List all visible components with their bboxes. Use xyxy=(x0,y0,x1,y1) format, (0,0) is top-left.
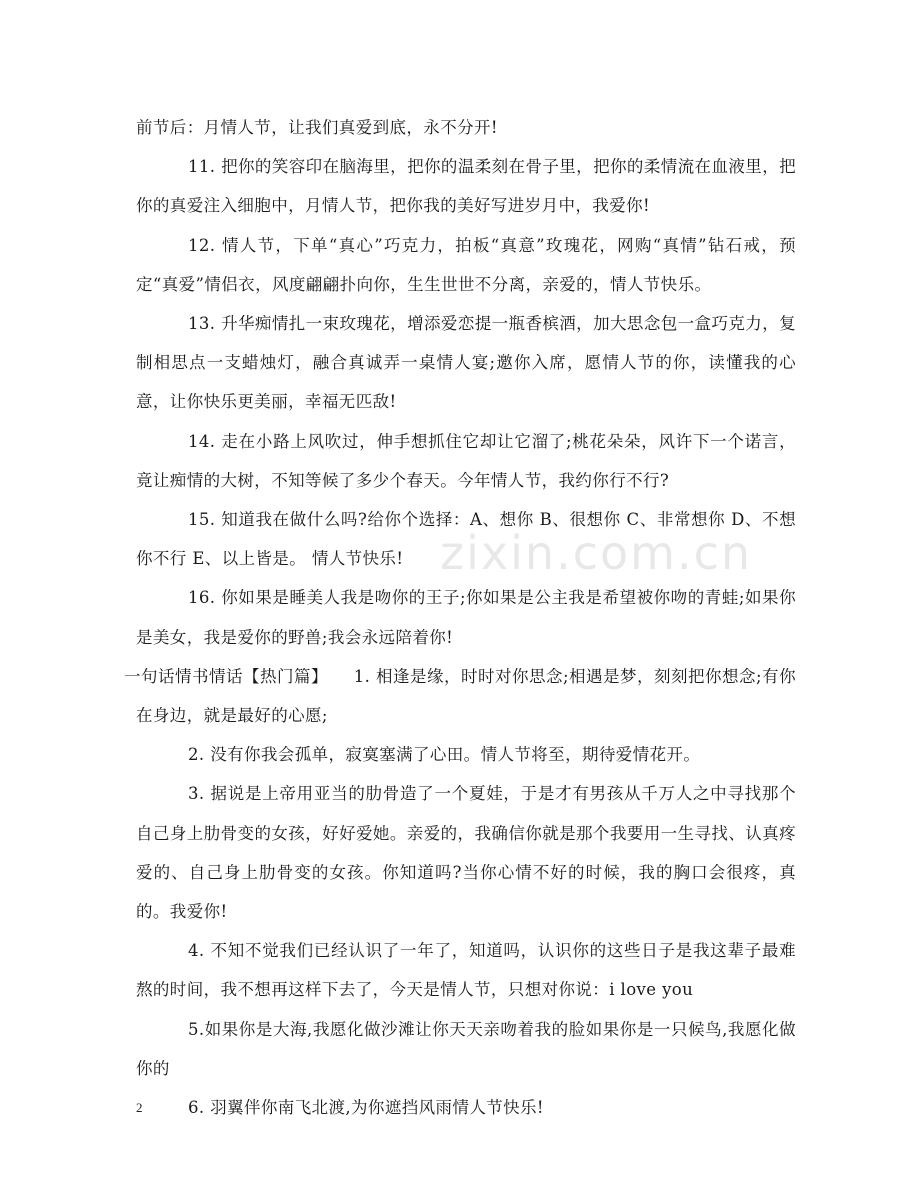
body-text xyxy=(124,108,796,1127)
paragraph-12: 12. 情人节，下单“真心”巧克力，拍板“真意”玫瑰花，网购“真情”钻石戒，预定“真爱”情侣衣，风度翩翩扑向你，生生世世不分离，亲爱的，情人节快乐。 xyxy=(136,235,796,294)
paragraph-4: 4. 不知不觉我们已经认识了一年了，知道吗，认识你的这些日子是我这辈子最难熬的时间，我不想再这样下去了，今天是情人节，只想对你说：i love you xyxy=(136,941,796,1000)
paragraph-2: 2. 没有你我会孤单，寂寞塞满了心田。情人节将至，期待爱情花开。 xyxy=(188,745,701,765)
section-heading-paragraph-1: 一句话情书情话【热门篇】 1. 相逢是缘，时时对你思念;相遇是梦，刻刻把你想念;有你在身边，就是最好的心愿; xyxy=(124,666,796,726)
paragraph-16: 16. 你如果是睡美人我是吻你的王子;你如果是公主我是希望被你吻的青蛙;如果你是美女，我是爱你的野兽;我会永远陪着你! xyxy=(136,588,796,647)
paragraph-6: 6. 羽翼伴你南飞北渡,为你遮挡风雨情人节快乐! xyxy=(188,1098,544,1118)
paragraph-3: 3. 据说是上帝用亚当的肋骨造了一个夏娃，于是才有男孩从千万人之中寻找那个自己身上肋骨变的女孩，好好爱她。亲爱的，我确信你就是那个我要用一生寻找、认真疼爱的、自己身上肋骨变的女孩。你知道吗?当你心情不好的时候，我的胸口会很疼，真的。我爱你! xyxy=(136,784,796,922)
paragraph-13: 13. 升华痴情扎一束玫瑰花，增添爱恋提一瓶香槟酒，加大思念包一盒巧克力，复制相思点一支蜡烛灯，融合真诚弄一桌情人宴;邀你入席，愿情人节的你，读懂我的心意，让你快乐更美丽，幸福无匹敌! xyxy=(136,314,796,412)
paragraph-15: 15. 知道我在做什么吗?给你个选择：A、想你 B、很想你 C、非常想你 D、不想你不行 E、以上皆是。 情人节快乐! xyxy=(136,510,796,569)
paragraph-11: 11. 把你的笑容印在脑海里，把你的温柔刻在骨子里，把你的柔情流在血液里，把你的真爱注入细胞中，月情人节，把你我的美好写进岁月中，我爱你! xyxy=(136,157,796,216)
watermark: zixin.com.cn xyxy=(440,526,753,580)
paragraph-intro: 前节后：月情人节，让我们真爱到底，永不分开! xyxy=(136,118,498,137)
paragraph-14: 14. 走在小路上风吹过，伸手想抓住它却让它溜了;桃花朵朵，风许下一个诺言，竟让痴情的大树，不知等候了多少个春天。今年情人节，我约你行不行? xyxy=(136,431,796,490)
page-number: 2 xyxy=(136,1100,143,1115)
paragraph-5: 5.如果你是大海,我愿化做沙滩让你天天亲吻着我的脸如果你是一只候鸟,我愿化做你的 xyxy=(136,1019,796,1078)
